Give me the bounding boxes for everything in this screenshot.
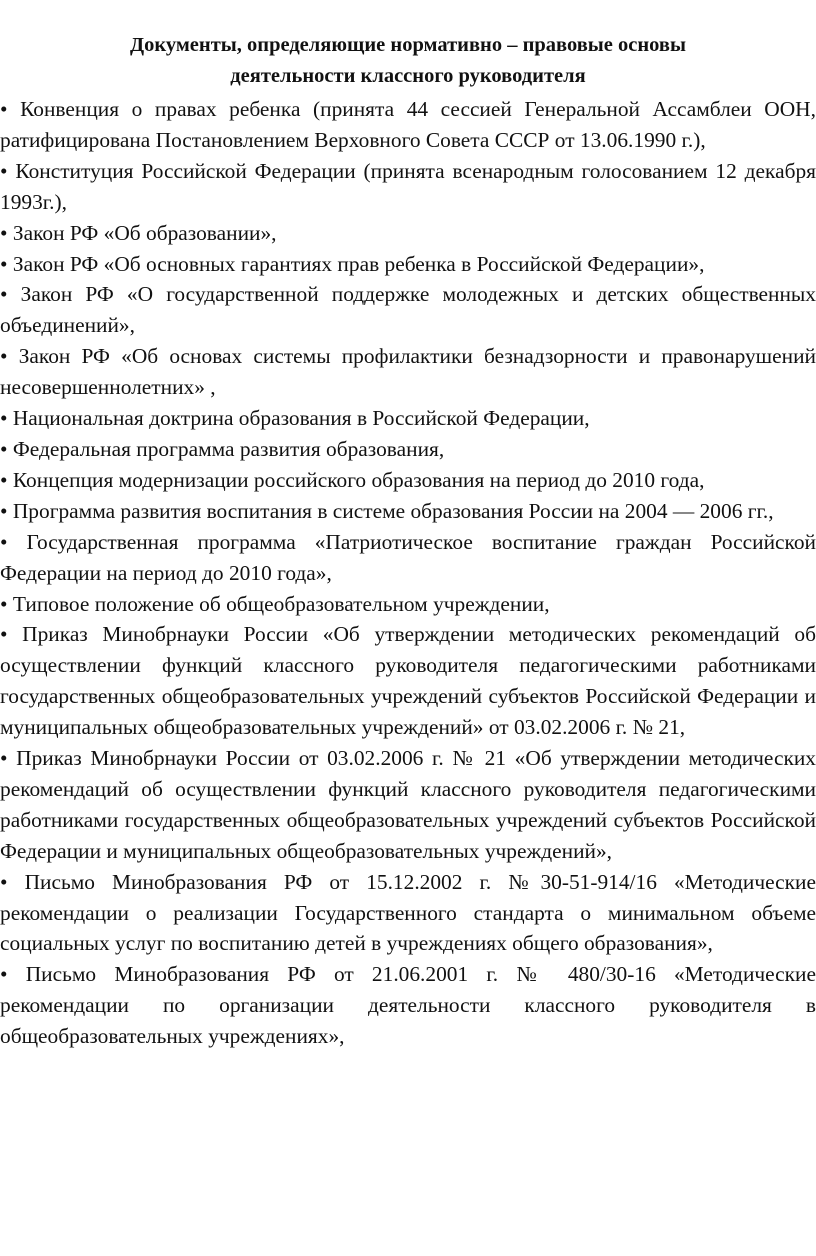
list-item bbox=[0, 465, 816, 496]
title-line-2: деятельности классного руководителя bbox=[230, 65, 586, 87]
bullet: • bbox=[0, 869, 8, 894]
bullet: • bbox=[0, 529, 8, 554]
list-item-text: Конвенция о правах ребенка (принята 44 сессией Генеральной Ассамблеи ООН, ратифицирована Постановлением Верховного Совета СССР от 13.06.1990 г.), bbox=[0, 97, 816, 152]
list-item bbox=[0, 959, 816, 1052]
bullet: • bbox=[0, 282, 8, 307]
bullet: • bbox=[0, 436, 8, 461]
bullet: • bbox=[0, 498, 8, 523]
list-item bbox=[0, 218, 816, 249]
list-item-text: Закон РФ «Об основных гарантиях прав ребенка в Российской Федерации», bbox=[12, 251, 705, 276]
list-item bbox=[0, 156, 816, 218]
list-item-text: Закон РФ «Об основах системы профилактики безнадзорности и правонарушений несовершеннолетних» , bbox=[0, 344, 816, 400]
list-item-text: Программа развития воспитания в системе образования России на 2004 — 2006 гг., bbox=[12, 498, 774, 523]
bullet: • bbox=[0, 344, 8, 369]
title-line-1: Документы, определяющие нормативно – правовые основы bbox=[129, 34, 687, 56]
list-item bbox=[0, 867, 816, 960]
list-item-text: Национальная доктрина образования в Российской Федерации, bbox=[12, 406, 590, 431]
list-item-text: Закон РФ «О государственной поддержке молодежных и детских общественных объединений», bbox=[0, 282, 816, 338]
list-item-text: Письмо Минобразования РФ от 15.12.2002 г. №30-51-914/16 «Методические рекомендации о реализации Государственного стандарта о минимальном объеме социальных услуг по воспитанию детей в учреждениях общего образования», bbox=[0, 869, 816, 956]
document-page bbox=[0, 30, 816, 1052]
bullet: • bbox=[0, 220, 8, 245]
bullet: • bbox=[0, 251, 8, 276]
list-item bbox=[0, 94, 816, 156]
list-item-text: Закон РФ «Об образовании», bbox=[12, 220, 277, 245]
list-item-text: Типовое положение об общеобразовательном учреждении, bbox=[12, 591, 550, 616]
bullet: • bbox=[0, 746, 8, 771]
bullet: • bbox=[0, 622, 8, 647]
list-item-text: Государственная программа «Патриотическое воспитание граждан Российской Федерации на период до 2010 года», bbox=[0, 529, 816, 585]
bullet: • bbox=[0, 97, 8, 121]
list-item-text: Письмо Минобразования РФ от 21.06.2001 г. № 480/30-16 «Методические рекомендации по организации деятельности классного руководителя в общеобразовательных учреждениях», bbox=[0, 962, 816, 1049]
list-item-text: Федеральная программа развития образования, bbox=[12, 436, 445, 461]
bullet: • bbox=[0, 591, 8, 616]
list-item bbox=[0, 279, 816, 341]
bullet: • bbox=[0, 158, 8, 183]
list-item bbox=[0, 589, 816, 620]
list-item-text: Приказ Минобрнауки России «Об утверждении методических рекомендаций об осуществлении функций классного руководителя педагогическими работниками государственных общеобразовательных учреждений субъектов Российской Федерации и муниципальных общеобразовательных учреждений» от 03.02.2006 г. № 21, bbox=[0, 622, 816, 740]
list-item bbox=[0, 496, 816, 527]
list-item bbox=[0, 249, 816, 280]
documents-list bbox=[0, 94, 816, 1052]
list-item-text: Конституция Российской Федерации (принята всенародным голосованием 12 декабря 1993г.), bbox=[0, 158, 816, 214]
list-item-text: Приказ Минобрнауки России от 03.02.2006 г. № 21 «Об утверждении методических рекомендаций об осуществлении функций классного руководителя педагогическими работниками государственных общеобразовательных учреждений субъектов Российской Федерации и муниципальных общеобразовательных учреждений», bbox=[0, 746, 816, 863]
list-item bbox=[0, 434, 816, 465]
list-item bbox=[0, 403, 816, 434]
bullet: • bbox=[0, 962, 8, 987]
list-item bbox=[0, 341, 816, 403]
bullet: • bbox=[0, 467, 8, 492]
document-title bbox=[0, 30, 816, 92]
list-item-text: Концепция модернизации российского образования на период до 2010 года, bbox=[12, 467, 705, 492]
list-item bbox=[0, 619, 816, 743]
list-item bbox=[0, 527, 816, 589]
list-item bbox=[0, 743, 816, 867]
bullet: • bbox=[0, 406, 8, 431]
